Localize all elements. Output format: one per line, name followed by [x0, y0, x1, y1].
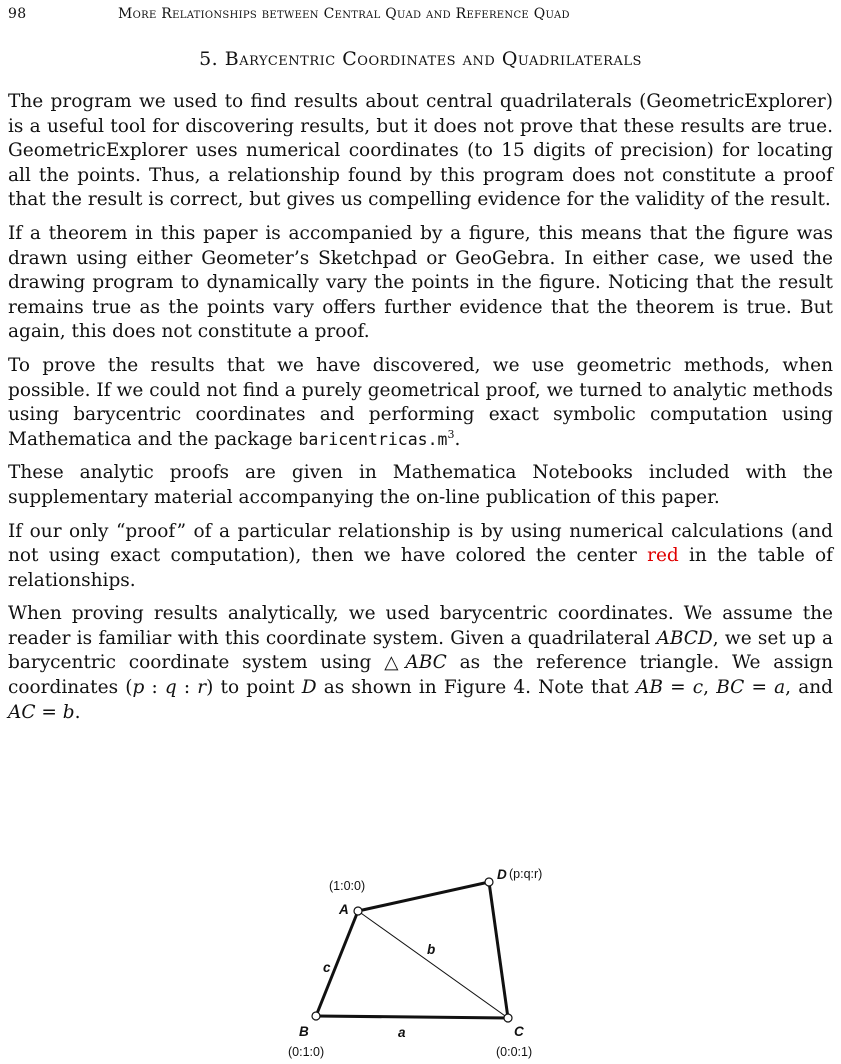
coord-sep-1: :: [144, 677, 165, 699]
package-name: baricentricas.m: [298, 429, 448, 449]
coord-label-b: (0:1:0): [288, 1045, 325, 1059]
vertex-label-a: A: [339, 902, 349, 917]
point-d: D: [301, 677, 317, 699]
page-number: 98: [8, 6, 27, 22]
section-title: 5. Barycentric Coordinates and Quadrilaterals: [199, 48, 642, 70]
running-title: More Relationships between Central Quad and Reference Quad: [118, 6, 570, 22]
p6-text-e: as shown in Figure 4. Note that: [316, 677, 636, 699]
vertex-label-d: D: [497, 867, 507, 882]
coord-label-c: (0:0:1): [496, 1045, 533, 1059]
equation-bc: BC = a: [716, 677, 786, 699]
side-bc: [316, 1016, 508, 1018]
paragraph-2: If a theorem in this paper is accompanied by a figure, this means that the figure was drawn using either Geometer’s Sketchpad or GeoGebra. In either case, we used the drawing program to dynamically vary the points in the figure. Noticing that the result remains true as the points vary offers further evidence that the theorem is true. But again, this does not constitute a proof.: [8, 222, 833, 343]
coord-q: q: [164, 677, 177, 699]
equation-ac: AC = b: [8, 701, 75, 723]
triangle-symbol: △: [384, 652, 406, 674]
diagonal-ac: [358, 911, 508, 1018]
side-label-c: c: [323, 960, 331, 975]
paragraph-1: The program we used to find results about central quadrilaterals (GeometricExplorer) is a useful tool for discovering results, but it does not prove that these results are true. GeometricExplorer uses numerical coordinates (to 15 digits of precision) for locating all the points. Thus, a relationship found by this program does not constitute a proof that the result is correct, but gives us compelling evidence for the validity of the result.: [8, 91, 833, 211]
vertex-label-c: C: [514, 1024, 524, 1039]
p6-text-a: When proving results analytically, we used barycentric coordinates. We assume the reader is familiar with this coordinate system. Given a quadrilateral: [8, 603, 833, 649]
paragraph-3: [8, 354, 833, 452]
paragraph-5: [8, 520, 833, 594]
quad-abcd: ABCD: [656, 627, 713, 649]
coord-p: p: [132, 677, 145, 699]
paragraph-3-text: To prove the results that we have discovered, we use geometric methods, when possible. If we could not find a purely geometrical proof, we turned to analytic methods using barycentric coordinates and performing exact symbolic computation using Mathematica and the package: [8, 354, 833, 450]
vertex-a-marker: [354, 907, 362, 915]
vertex-b-marker: [312, 1012, 320, 1020]
coord-sep-2: :: [176, 677, 198, 699]
figure-4: [270, 856, 570, 1060]
side-label-a: a: [398, 1025, 406, 1040]
paragraph-3-end: .: [454, 428, 461, 450]
p6-sep-2: , and: [785, 677, 834, 699]
p6-sep-1: ,: [703, 677, 717, 699]
red-word: red: [647, 545, 679, 567]
running-header: [8, 6, 833, 26]
equation-ab: AB = c: [636, 677, 704, 699]
p6-text-c: as the reference triangle. We assign coordinates (: [8, 652, 833, 699]
vertex-c-marker: [504, 1014, 512, 1022]
footnote-marker: 3: [447, 427, 455, 441]
body-text: [8, 90, 833, 734]
paragraph-4: These analytic proofs are given in Mathematica Notebooks included with the supplementary material accompanying the on-line publication of this paper.: [8, 462, 833, 508]
quadrilateral-diagram: [270, 856, 570, 1060]
p6-text-b: , we set up a barycentric coordinate system using: [8, 627, 834, 674]
coord-label-a: (1:0:0): [329, 879, 366, 893]
paragraph-5-text-b: in the table of relationships.: [8, 545, 833, 591]
paragraph-5-text-a: If our only “proof” of a particular relationship is by using numerical calculations (and not using exact computation), then we have colored the center: [8, 520, 833, 567]
triangle-abc: ABC: [405, 652, 447, 674]
p6-text-d: ) to point: [206, 677, 302, 699]
side-dc: [489, 882, 508, 1018]
vertex-label-b: B: [299, 1024, 309, 1039]
vertex-d-marker: [485, 878, 493, 886]
coord-label-d: (p:q:r): [509, 867, 543, 881]
side-label-b: b: [427, 942, 436, 957]
paragraph-6: [8, 602, 833, 725]
coord-r: r: [197, 677, 207, 699]
side-ad: [358, 882, 489, 911]
p6-end: .: [74, 701, 81, 723]
